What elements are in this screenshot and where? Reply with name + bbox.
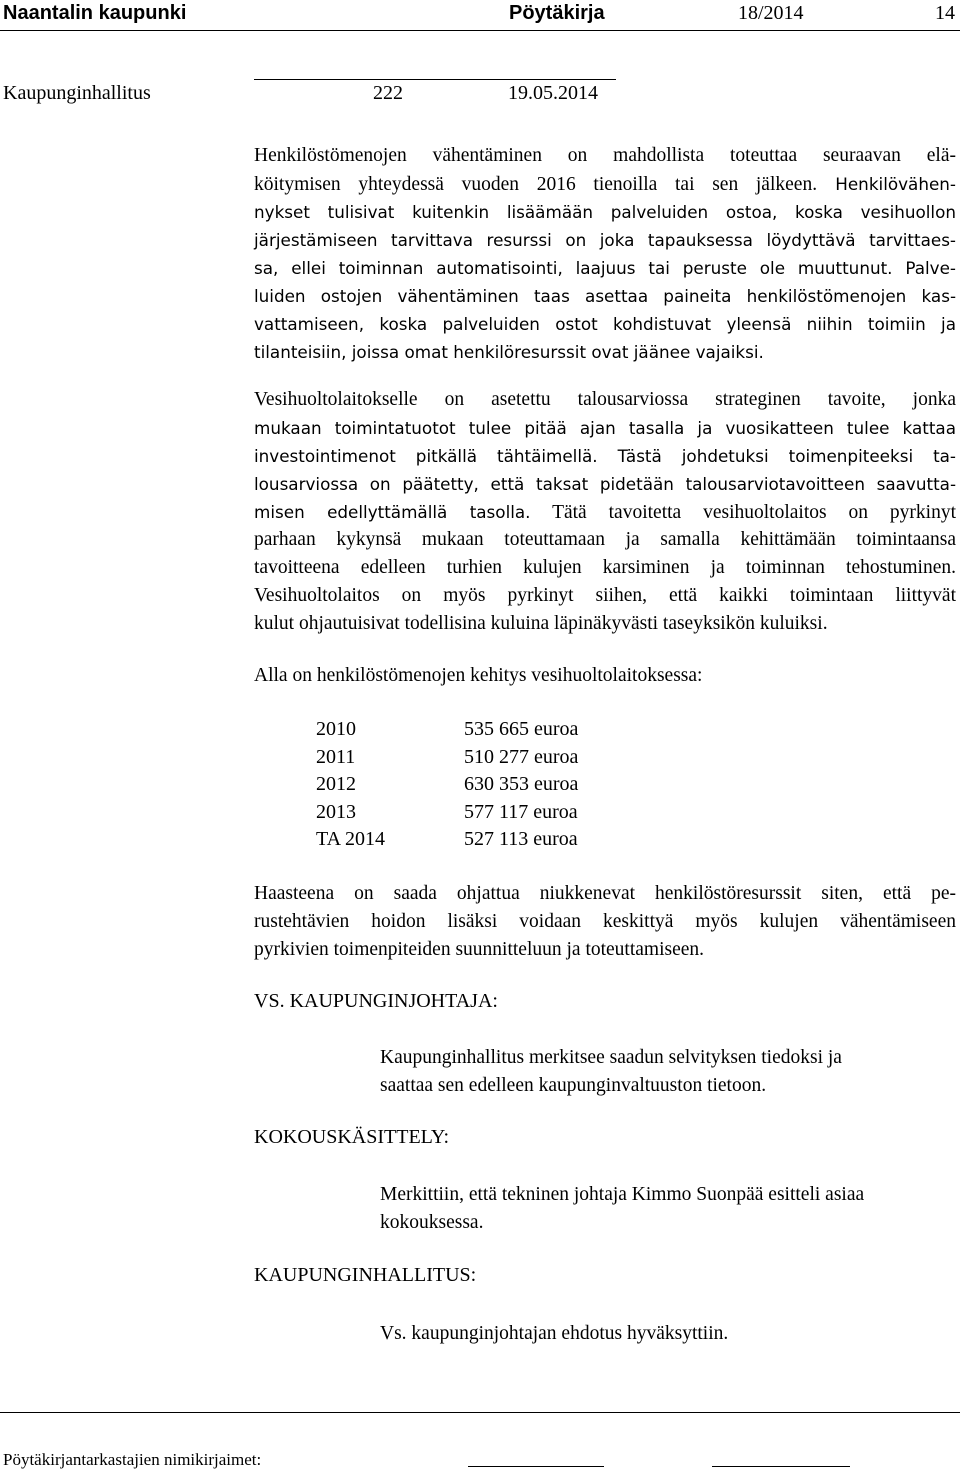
text-run: mukaan toimintatuotot tulee pitää ajan tasalla ja vuosikatteen tulee kattaa: [254, 418, 956, 438]
doc-number: 18/2014: [738, 2, 804, 24]
paragraph-line: [254, 498, 956, 526]
table-row: [316, 744, 579, 772]
meeting-line: Merkittiin, että tekninen johtaja Kimmo Suonpää esitteli asiaa: [380, 1184, 865, 1205]
paragraph-1: [254, 142, 956, 366]
text-run: Palve-: [892, 258, 956, 278]
paragraph-line: [254, 386, 956, 414]
table-row: [316, 799, 578, 827]
text-run: tilanteisiin, joissa omat henkilöresurssit ovat jäänee vajaiksi.: [254, 342, 764, 362]
amount-cell: 535 665 euroa: [464, 718, 579, 740]
paragraph-line: [254, 554, 956, 582]
signature-line: [468, 1466, 604, 1467]
paragraph-line: [254, 442, 956, 470]
meeting-date: 19.05.2014: [508, 82, 598, 104]
section-number: 222: [373, 82, 403, 104]
paragraph-line: [254, 470, 956, 498]
text-run: investointimenot pitkällä tähtäimellä.: [254, 446, 598, 466]
paragraph-line: [254, 526, 956, 554]
paragraph-line: [254, 610, 956, 638]
text-run: Alla on henkilöstömenojen kehitys vesihuoltolaitoksessa:: [254, 665, 703, 686]
text-run: Haasteena on saada ohjattua niukkenevat henkilöstöresurssit siten, että pe-: [254, 883, 956, 904]
amount-cell: 630 353 euroa: [464, 773, 579, 795]
paragraph-4: [254, 880, 956, 964]
paragraph-line: [254, 414, 956, 442]
decision-line: Vs. kaupunginjohtajan ehdotus hyväksyttiin.: [380, 1323, 729, 1344]
table-row: [316, 716, 579, 744]
text-run: Henkilövähen-: [817, 174, 956, 194]
decision-label: KAUPUNGINHALLITUS:: [254, 1264, 477, 1286]
signature-line: [712, 1466, 850, 1467]
text-run: köitymisen yhteydessä vuoden 2016 tienoilla tai sen jälkeen.: [254, 174, 818, 195]
year-cell: 2011: [316, 745, 356, 768]
year-cell: TA 2014: [316, 828, 385, 850]
signatures-label: Pöytäkirjantarkastajien nimikirjaimet:: [3, 1450, 262, 1469]
text-run: pyrkivien toimenpiteiden suunnitteluun ja toteuttamiseen.: [254, 939, 705, 960]
page-number: 14: [935, 2, 955, 24]
paragraph-line: [254, 880, 956, 908]
paragraph-3: [254, 662, 956, 690]
paragraph-line: [254, 226, 956, 254]
proposal-label: VS. KAUPUNGINJOHTAJA:: [254, 990, 498, 1012]
text-run: sa, ellei toiminnan automatisointi, laajuus tai peruste ole muuttunut.: [254, 258, 893, 278]
text-run: vattamiseen, koska palveluiden ostot kohdistuvat yleensä niihin toimiin ja: [254, 314, 956, 334]
paragraph-line: [254, 908, 956, 936]
doc-type: Pöytäkirja: [509, 2, 605, 24]
text-run: lousarviossa on päätetty, että taksat pidetään talousarviotavoitteen saavutta-: [254, 474, 956, 494]
text-run: rustehtävien hoidon lisäksi voidaan keskittyä myös kulujen vähentämiseen: [254, 911, 956, 932]
paragraph-line: [254, 338, 956, 366]
year-cell: 2012: [316, 773, 356, 795]
paragraph-line: [254, 170, 956, 198]
amount-cell: 527 113 euroa: [464, 828, 578, 850]
proposal-line: Kaupunginhallitus merkitsee saadun selvityksen tiedoksi ja: [380, 1047, 842, 1068]
meeting-label: KOKOUSKÄSITTELY:: [254, 1126, 450, 1148]
text-run: tavoitteena edelleen turhien kulujen karsiminen ja toiminnan tehostuminen.: [254, 557, 956, 578]
paragraph-line: [254, 282, 956, 310]
decision-text: [380, 1320, 958, 1348]
proposal-text: [380, 1044, 958, 1100]
city-name: Naantalin kaupunki: [3, 2, 187, 24]
paragraph-line: [254, 936, 956, 964]
paragraph-line: [254, 582, 956, 610]
meeting-text: [380, 1181, 958, 1237]
cost-table: [316, 716, 579, 854]
text-run: Tästä johdetuksi toimenpiteeksi ta-: [597, 446, 956, 466]
amount-cell: 577 117 euroa: [464, 800, 578, 823]
paragraph-2: [254, 386, 956, 638]
paragraph-line: [254, 310, 956, 338]
footer-rule: [0, 1412, 960, 1413]
amount-cell: 510 277 euroa: [464, 745, 579, 768]
text-run: Vesihuoltolaitokselle on asetettu talousarviossa strateginen tavoite, jonka: [254, 389, 956, 410]
text-run: nykset tulisivat kuitenkin lisäämään palveluiden ostoa, koska vesihuollon: [254, 202, 956, 222]
table-row: [316, 826, 578, 854]
text-run: järjestämiseen tarvittava resurssi on joka tapauksessa löydyttävä tarvittaes-: [254, 230, 956, 250]
table-row: [316, 771, 579, 799]
text-run: kulut ohjautuisivat todellisina kuluina läpinäkyvästi taseyksikön kuluiksi.: [254, 613, 828, 634]
body-name: Kaupunginhallitus: [3, 82, 151, 104]
paragraph-line: [254, 254, 956, 282]
year-cell: 2013: [316, 800, 356, 823]
text-run: Henkilöstömenojen vähentäminen on mahdollista toteuttaa seuraavan elä-: [254, 145, 956, 166]
year-cell: 2010: [316, 718, 356, 740]
text-run: parhaan kykynsä mukaan toteuttamaan ja samalla kehittämään toimintaansa: [254, 529, 956, 550]
paragraph-line: [254, 662, 956, 690]
text-run: Vesihuoltolaitos on myös pyrkinyt siihen, että kaikki toimintaan liittyvät: [254, 585, 956, 606]
paragraph-line: [254, 198, 956, 226]
text-run: misen edellyttämällä tasolla.: [254, 502, 531, 522]
paragraph-line: [254, 142, 956, 170]
text-run: Tätä tavoitetta vesihuoltolaitos on pyrkinyt: [530, 502, 956, 523]
header-rule: [0, 30, 960, 31]
section-rule: [254, 79, 616, 80]
meeting-line: kokouksessa.: [380, 1212, 484, 1233]
text-run: luiden ostojen vähentäminen taas asettaa paineita henkilöstömenojen kas-: [254, 286, 956, 306]
proposal-line: saattaa sen edelleen kaupunginvaltuuston tietoon.: [380, 1075, 767, 1096]
